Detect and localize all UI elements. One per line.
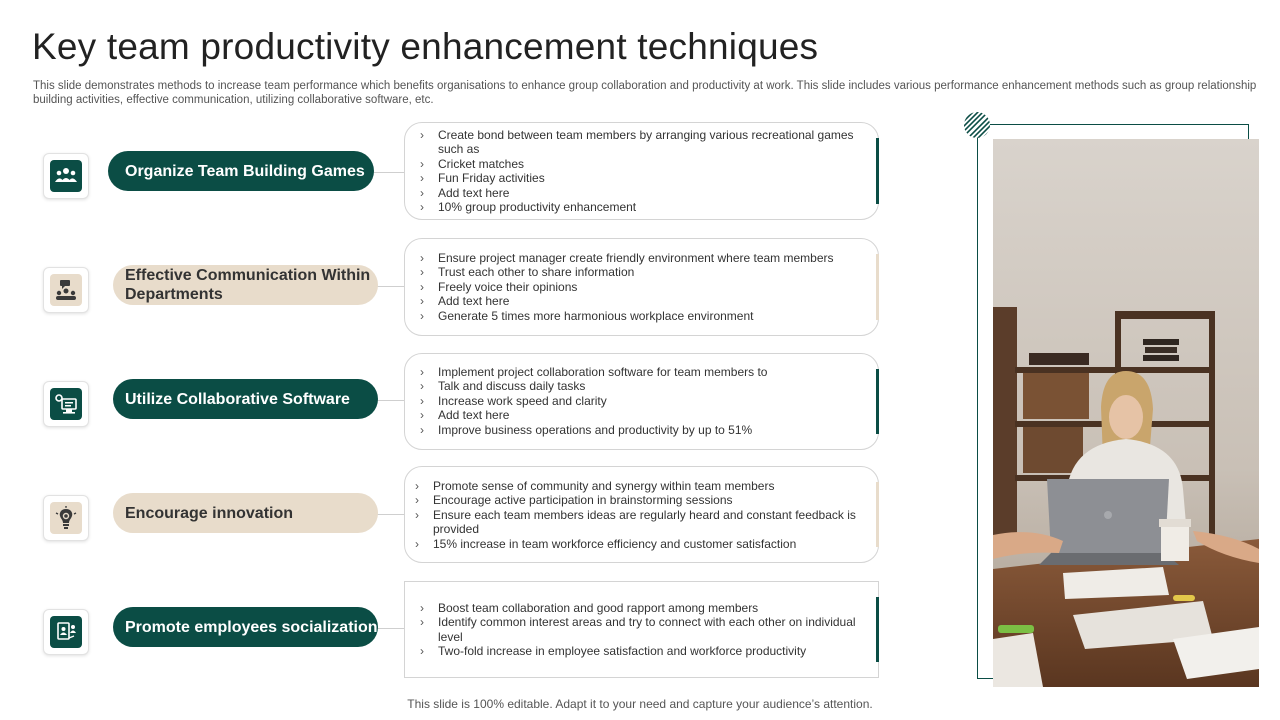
detail-point: › Generate 5 times more harmonious workplace environment	[405, 309, 878, 323]
technique-label: Utilize Collaborative Software	[113, 379, 378, 419]
detail-point: › Boost team collaboration and good rapport among members	[405, 601, 878, 615]
office-meeting-photo	[993, 139, 1259, 687]
detail-point: › Cricket matches	[405, 157, 878, 171]
detail-point: › Identify common interest areas and try to connect with each other on individual level	[405, 615, 878, 644]
technique-label: Promote employees socialization	[113, 607, 378, 647]
socialization-icon	[50, 616, 82, 648]
detail-point: › 15% increase in team workforce efficiency and customer satisfaction	[405, 537, 878, 551]
card-accent-bar	[876, 482, 879, 547]
team-games-icon	[50, 160, 82, 192]
technique-label: Organize Team Building Games	[108, 151, 374, 191]
card-accent-bar	[876, 369, 879, 434]
card-accent-bar	[876, 254, 879, 320]
slide-footer-note: This slide is 100% editable. Adapt it to your need and capture your audience’s attention.	[407, 697, 873, 711]
technique-detail-card	[404, 466, 879, 563]
communication-icon	[50, 274, 82, 306]
technique-icon-box	[43, 153, 89, 199]
detail-point: › Add text here	[405, 408, 878, 422]
card-accent-bar	[876, 138, 879, 204]
technique-icon-box	[43, 495, 89, 541]
innovation-icon	[50, 502, 82, 534]
detail-point: › Trust each other to share information	[405, 265, 878, 279]
detail-point: › Promote sense of community and synergy within team members	[405, 479, 878, 493]
technique-detail-card	[404, 238, 879, 336]
detail-point: › Encourage active participation in brainstorming sessions	[405, 493, 878, 507]
detail-point: › Implement project collaboration software for team members to	[405, 365, 878, 379]
detail-point: › Freely voice their opinions	[405, 280, 878, 294]
slide-title: Key team productivity enhancement techniques	[32, 26, 819, 67]
technique-label: Encourage innovation	[113, 493, 378, 533]
detail-point: › Two-fold increase in employee satisfaction and workforce productivity	[405, 644, 878, 658]
technique-icon-box	[43, 381, 89, 427]
detail-point: › Add text here	[405, 186, 878, 200]
card-accent-bar	[876, 597, 879, 662]
technique-label: Effective Communication Within Departments	[113, 265, 378, 305]
detail-point: › Improve business operations and productivity by up to 51%	[405, 423, 878, 437]
detail-point: › Increase work speed and clarity	[405, 394, 878, 408]
slide-description: This slide demonstrates methods to increase team performance which benefits organisations to enhance group collaboration and productivity at work. This slide includes various performance enhancement methods such as group relationship building activities, effective communication, utilizing collaborative software, etc.	[33, 80, 1257, 106]
technique-detail-card	[404, 581, 879, 678]
detail-point: › Add text here	[405, 294, 878, 308]
technique-detail-card	[404, 122, 879, 220]
detail-point: › Talk and discuss daily tasks	[405, 379, 878, 393]
detail-point: › Ensure project manager create friendly environment where team members	[405, 251, 878, 265]
technique-icon-box	[43, 267, 89, 313]
detail-point: › Create bond between team members by arranging various recreational games such as	[405, 128, 878, 157]
software-icon	[50, 388, 82, 420]
detail-point: › Fun Friday activities	[405, 171, 878, 185]
technique-icon-box	[43, 609, 89, 655]
detail-point: › Ensure each team members ideas are regularly heard and constant feedback is provided	[405, 508, 878, 537]
detail-point: › 10% group productivity enhancement	[405, 200, 878, 214]
connector-line	[370, 172, 404, 173]
decorative-striped-circle	[963, 111, 991, 139]
technique-detail-card	[404, 353, 879, 450]
